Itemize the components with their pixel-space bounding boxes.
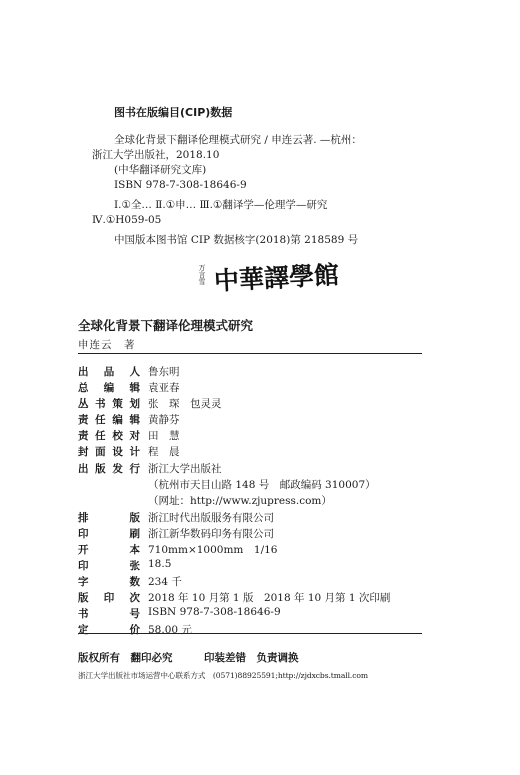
publication-label: 版 印 次 xyxy=(78,592,140,604)
publication-value: 黄静芬 xyxy=(148,414,180,426)
publication-label: 字 数 xyxy=(78,576,140,588)
publication-value: 田 慧 xyxy=(148,430,180,442)
publication-value: （网址：http://www.zjupress.com） xyxy=(148,495,332,507)
publication-label: 责 任 编 辑 xyxy=(78,414,140,426)
publication-value: 58.00 元 xyxy=(148,624,192,636)
publication-label: 开 本 xyxy=(78,544,140,556)
publication-label: 书 号 xyxy=(78,608,140,620)
publication-value: 18.5 xyxy=(148,558,172,570)
publication-value: 浙江大学出版社 xyxy=(148,463,222,475)
cip-line: ISBN 978-7-308-18646-9 xyxy=(114,179,247,191)
publication-label: 定 价 xyxy=(78,624,140,636)
publication-value: 程 晨 xyxy=(148,446,180,458)
cip-line: 全球化背景下翻译伦理模式研究 / 申连云著. —杭州： xyxy=(114,134,362,146)
logo-seal-text: 万言雪 xyxy=(198,264,206,285)
publication-value: 234 千 xyxy=(148,576,182,588)
publication-value: 袁亚春 xyxy=(148,382,180,394)
publication-value: 2018 年 10 月第 1 版 2018 年 10 月第 1 次印刷 xyxy=(148,592,391,604)
publication-label: 印 张 xyxy=(78,560,140,572)
publication-label: 丛 书 策 划 xyxy=(78,398,140,410)
cip-line: 浙江大学出版社，2018.10 xyxy=(92,149,220,161)
translation-academy-logo xyxy=(196,258,340,296)
publication-value: 710mm×1000mm 1/16 xyxy=(148,544,278,556)
publication-value: 浙江新华数码印务有限公司 xyxy=(148,528,274,540)
cip-line: 中国版本图书馆 CIP 数据核字(2018)第 218589 号 xyxy=(114,234,359,246)
book-author: 申连云 著 xyxy=(78,339,136,351)
cip-heading: 图书在版编目(CIP)数据 xyxy=(114,106,233,119)
rights-notice: 版权所有 翻印必究 印装差错 负责调换 xyxy=(78,652,299,664)
divider xyxy=(78,353,422,354)
publication-value: 浙江时代出版服务有限公司 xyxy=(148,512,274,524)
contact-info: 浙江大学出版社市场运营中心联系方式 (0571)88925591;http://zjdxcbs.tmall.com xyxy=(78,671,368,680)
publication-value: ISBN 978-7-308-18646-9 xyxy=(148,606,281,618)
cip-line: Ⅰ.①全… Ⅱ.①申… Ⅲ.①翻译学—伦理学—研究 xyxy=(114,199,328,211)
logo-main-text: 中華譯學館 xyxy=(213,260,340,296)
publication-value: 鲁东明 xyxy=(148,366,180,378)
publication-label: 责 任 校 对 xyxy=(78,430,140,442)
publication-label: 出 品 人 xyxy=(78,366,140,378)
publication-label: 出 版 发 行 xyxy=(78,463,140,475)
cip-line: (中华翻译研究文库) xyxy=(114,164,207,176)
publication-label: 封 面 设 计 xyxy=(78,446,140,458)
divider xyxy=(78,633,422,634)
publication-label: 总 编 辑 xyxy=(78,382,140,394)
publication-value: （杭州市天目山路 148 号 邮政编码 310007） xyxy=(148,479,376,491)
publication-label: 排 版 xyxy=(78,512,140,524)
publication-label: 印 刷 xyxy=(78,528,140,540)
cip-line: Ⅳ.①H059-05 xyxy=(92,214,162,226)
publication-value: 张 琛 包灵灵 xyxy=(148,398,222,410)
book-title: 全球化背景下翻译伦理模式研究 xyxy=(78,318,254,333)
